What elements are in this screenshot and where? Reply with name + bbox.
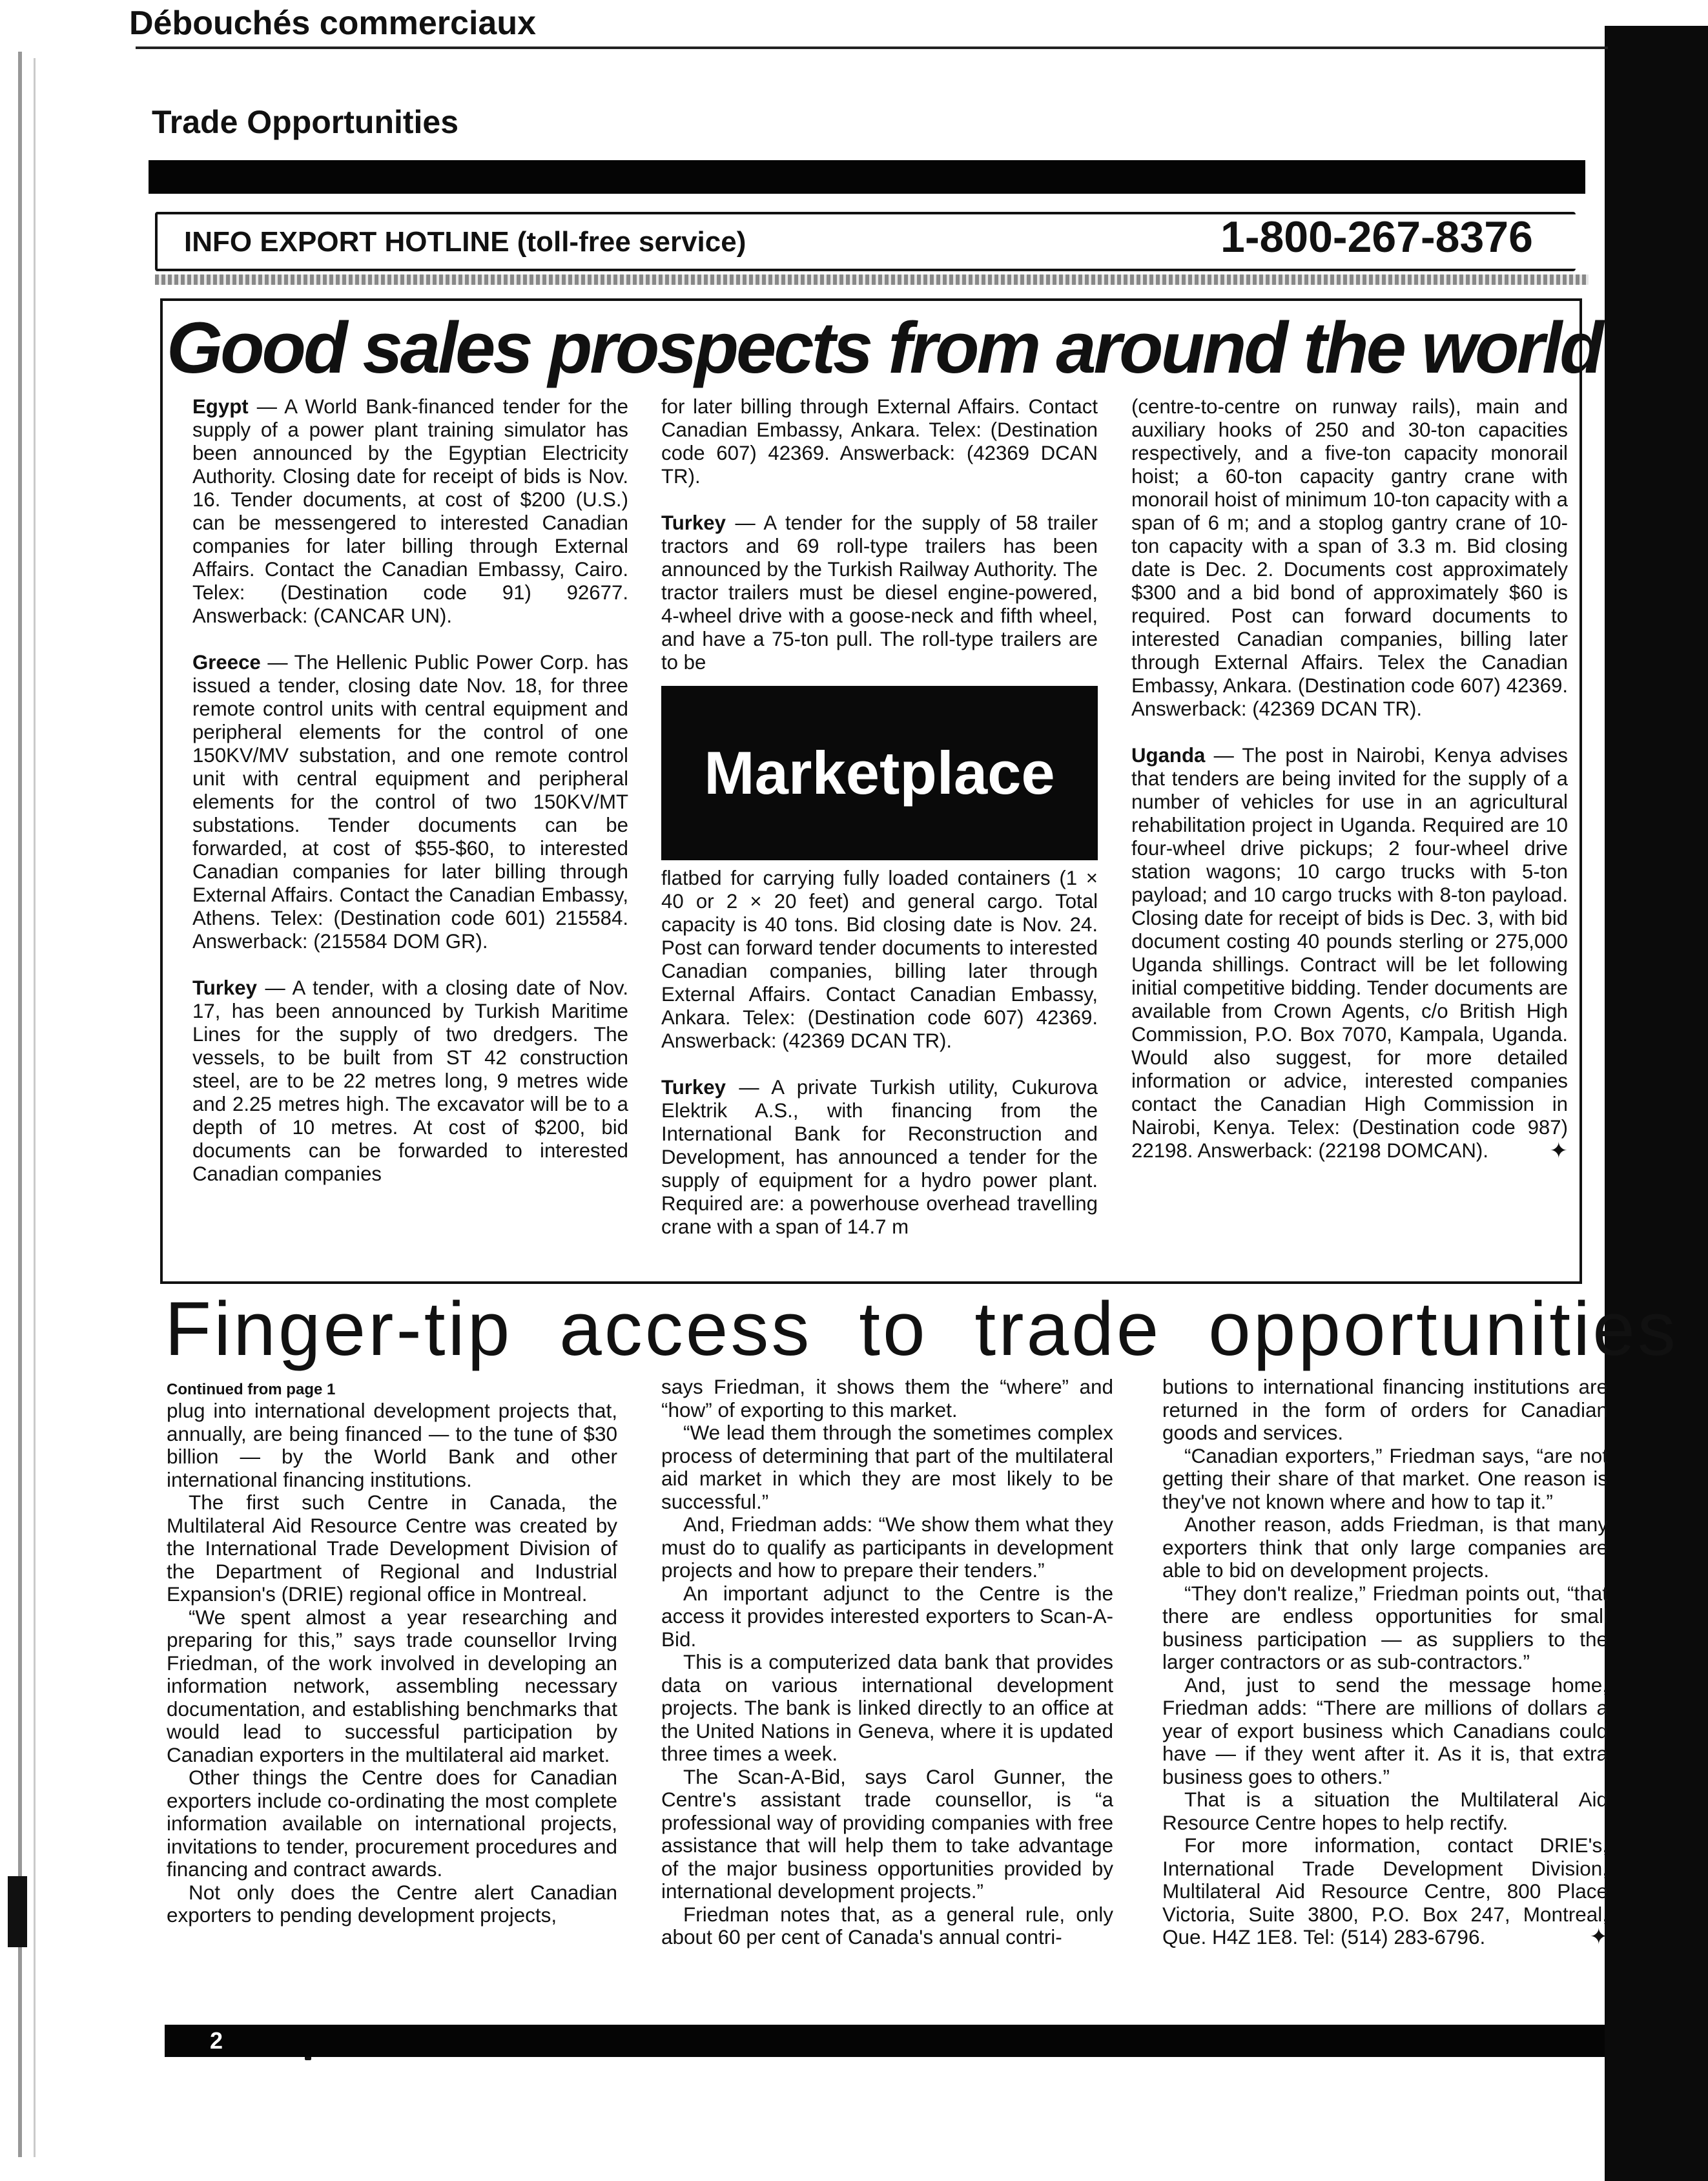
paragraph: The first such Centre in Canada, the Multilateral Aid Resource Centre was created by the International Trade Development Division of the Department of Regional and Industrial Expansion's (DRIE) regional office in Montreal. [167,1491,617,1606]
hotline-shadow [155,274,1589,285]
paragraph: plug into international development projects that, annually, are being financed — to the tune of $30 billion — by the World Bank and other international financing institutions. [167,1399,617,1491]
article2-column-2 [661,1376,1113,1949]
hotline-label: INFO EXPORT HOTLINE (toll-free service) [184,226,746,258]
paragraph: “They don't realize,” Friedman points out, “that there are endless opportunities for small business participation — as suppliers to the larger contractors or as sub-contractors.” [1162,1581,1608,1673]
listing-turkey-hydro: Turkey — A private Turkish utility, Cukurova Elektrik A.S., with financing from the International Bank for Reconstruction and Development, has announced a tender for the supply of equipment for a hydro power plant. Required are: a powerhouse overhead travelling crane with a span of 14.7 m [661,1076,1098,1238]
paragraph: Friedman notes that, as a general rule, only about 60 per cent of Canada's annual contri- [661,1902,1113,1948]
listing-continued: for later billing through External Affairs. Contact Canadian Embassy, Ankara. Telex: (Destination code 607) 42369. Answerback: (42369 DCAN TR). [661,395,1098,488]
paragraph: “Canadian exporters,” Friedman says, “are not getting their share of that market. One reason is they've not known where and how to tap it.” [1162,1443,1608,1513]
continued-label: Continued from page 1 [167,1381,336,1398]
scan-margin-line [18,52,22,2157]
paragraph: “We lead them through the sometimes complex process of determining that part of the multilateral aid market in which they are most likely to be successful.” [661,1421,1113,1513]
article1-column-3 [1131,395,1568,1163]
article1-headline: Good sales prospects from around the world [167,307,1601,388]
section-title: Trade Opportunities [152,104,459,140]
article1-column-2-top [661,395,1098,674]
section-bar [149,160,1585,194]
article2-headline: Finger-tip access to trade opportunities [165,1287,1678,1372]
page-number: 2 [210,2027,223,2054]
listing-turkey-dredgers: Turkey — A tender, with a closing date of Nov. 17, has been announced by Turkish Maritime Lines for the supply of two dredgers. The vessels, to be built from ST 42 construction steel, are to be 22 metres long, 9 metres wide and 2.25 metres high. The excavator will be to a depth of 10 metres. At cost of $200, bid documents can be forwarded to interested Canadian companies [192,977,628,1185]
listing-uganda: Uganda — The post in Nairobi, Kenya advises that tenders are being invited for the supply of a number of vehicles for use in an agricultural rehabilitation project in Uganda. Required are 10 four-wheel drive pickups; 2 four-wheel drive station wagons; 10 cargo trucks with 5-ton payload; and 10 cargo trucks with 8-ton payload. Closing date for receipt of bids is Dec. 3, with bid document costing 40 pounds sterling or 275,000 Uganda shillings. Contract will be let following initial competitive bidding. Tender documents are available from Crown Agents, c/o British High Commission, P.O. Box 7070, Kampala, Uganda. Would also suggest, for more detailed information or advice, interested companies contact the Canadian High Commission in Nairobi, Kenya. Telex: (Destination code 987) 22198. Answerback: (22198 DOMCAN). ✦ [1131,744,1568,1163]
article2-column-3 [1162,1376,1608,1949]
article2-column-1 [167,1380,617,1927]
paragraph: Not only does the Centre alert Canadian exporters to pending development projects, [167,1880,617,1927]
listing-continued-2: flatbed for carrying fully loaded containers (1 × 40 or 2 × 20 feet) and general cargo. Total capacity is 40 tons. Bid closing date is Nov. 24. Post can forward tender documents to interested Canadian companies, billing later through External Affairs. Contact Canadian Embassy, Ankara. Telex: (Destination code 607) 42369. Answerback: (42369 DCAN TR). [661,867,1098,1052]
paragraph: “We spent almost a year researching and preparing for this,” says trade counsellor Irving Friedman, of the work involved in developing an information network, assembling necessary documentation, and establishing benchmarks that would lead to successful participation by Canadian exporters in the multilateral aid market. [167,1605,617,1766]
article1-column-1 [192,395,628,1186]
end-mark: ✦ [1589,1925,1608,1949]
paragraph: The Scan-A-Bid, says Carol Gunner, the Centre's assistant trade counsellor, is “a professional way of providing companies with free assistance that will help them to take advantage of the major business opportunities provided by international development projects.” [661,1764,1113,1903]
listing-greece: Greece — The Hellenic Public Power Corp. has issued a tender, closing date Nov. 18, for three remote control units with central equipment and peripheral elements for the control of one 150KV/MV substation, and one remote control unit with central equipment and peripheral elements for the control of two 150KV/MT substations. Tender documents can be forwarded, at cost of $55-$60, to interested Canadian companies for later billing through External Affairs. Contact the Canadian Embassy, Athens. Telex: (Destination code 601) 215584. Answerback: (215584 DOM GR). [192,651,628,953]
footer-bar [165,2025,1605,2057]
paragraph: Other things the Centre does for Canadian exporters include co-ordinating the most complete information available on international projects, invitations to tender, procurement procedures and financing and contract awards. [167,1766,617,1881]
paragraph: For more information, contact DRIE's, International Trade Development Division, Multilateral Aid Resource Centre, 800 Place Victoria, Suite 3800, P.O. Box 247, Montreal, Que. H4Z 1E8. Tel: (514) 283-6796. ✦ [1162,1834,1608,1949]
listing-turkey-trailers: Turkey — A tender for the supply of 58 trailer tractors and 69 roll-type trailers has been announced by the Turkish Railway Authority. The tractor trailers must be diesel engine-powered, 4-wheel drive with a goose-neck and fifth wheel, and have a 75-ton pull. The roll-type trailers are to be [661,512,1098,674]
paragraph: This is a computerized data bank that provides data on various international development projects. The bank is linked directly to an office at the United Nations in Geneva, where it is updated three times a week. [661,1650,1113,1765]
hotline-number: 1-800-267-8376 [1220,212,1533,262]
paragraph: says Friedman, it shows them the “where” and “how” of exporting to this market. [661,1375,1113,1421]
paragraph: An important adjunct to the Centre is the access it provides interested exporters to Scan-A-Bid. [661,1581,1113,1651]
article1-column-2-bottom [661,867,1098,1239]
end-mark: ✦ [1549,1139,1568,1163]
top-rule [136,47,1608,49]
scan-border-right [1605,26,1708,2181]
scan-margin-line-2 [34,58,36,2157]
paragraph: And, just to send the message home, Friedman adds: “There are millions of dollars a year of export business which Canadians could have — if they went after it. As it is, that extra business goes to others.” [1162,1673,1608,1788]
running-head: Débouchés commerciaux [129,5,537,42]
paragraph: And, Friedman adds: “We show them what they must do to qualify as participants in development projects and how to prepare their tenders.” [661,1513,1113,1582]
marketplace-banner: Marketplace [661,686,1098,860]
paragraph: Another reason, adds Friedman, is that many exporters think that only large companies are able to bid on development projects. [1162,1513,1608,1582]
listing-egypt: Egypt — A World Bank-financed tender for the supply of a power plant training simulator has been announced by the Egyptian Electricity Authority. Closing date for receipt of bids is Nov. 16. Tender documents, at cost of $200 (U.S.) can be messengered to interested Canadian companies for later billing through External Affairs. Contact the Canadian Embassy, Cairo. Telex: (Destination code 91) 92677. Answerback: (CANCAR UN). [192,395,628,627]
paragraph: butions to international financing institutions are returned in the form of orders for Canadian goods and services. [1162,1375,1608,1444]
scan-margin-mark [8,1876,27,1947]
paragraph: That is a situation the Multilateral Aid Resource Centre hopes to help rectify. [1162,1788,1608,1834]
listing-continued-3: (centre-to-centre on runway rails), main and auxiliary hooks of 250 and 30-ton capacities respectively, and a five-ton capacity monorail hoist; a 60-ton capacity gantry crane with monorail hoist of minimum 10-ton capacity with a span of 6 m; and a stoplog gantry crane of 10-ton capacity with a span of 3.3 m. Bid closing date is Dec. 2. Documents cost approximately $300 and a bid bond of approximately $60 is required. Post can forward documents to interested Canadian companies, billing later through External Affairs. Telex the Canadian Embassy, Ankara. (Destination code 607) 42369. Answerback: (42369 DCAN TR). [1131,395,1568,720]
